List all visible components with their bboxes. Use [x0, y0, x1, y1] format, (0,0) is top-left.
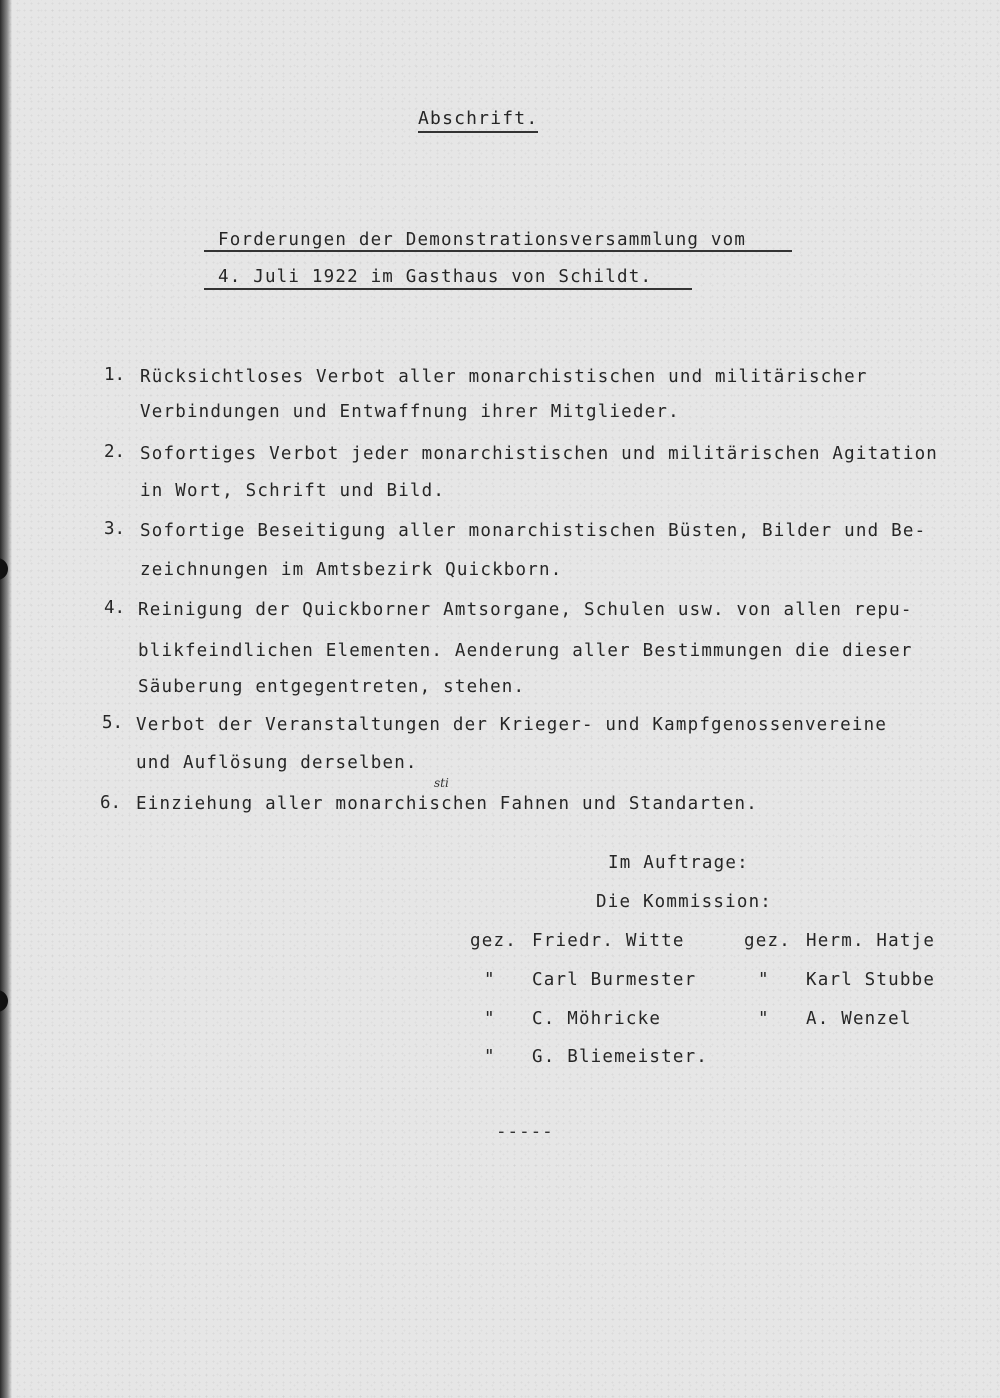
- item-text-line: Einziehung aller monarchischen Fahnen und Standarten.: [136, 794, 759, 814]
- item-text-line: Sofortiges Verbot jeder monarchistischen und militärischen Agitation: [140, 444, 939, 464]
- signature-prefix: ": [758, 1009, 770, 1029]
- handwritten-annotation: sti: [434, 776, 449, 790]
- item-number: 5.: [102, 713, 124, 733]
- subtitle-line-2: 4. Juli 1922 im Gasthaus von Schildt.: [218, 267, 653, 287]
- signature-prefix: gez.: [744, 931, 791, 951]
- signature-prefix: ": [758, 970, 770, 990]
- document-title: Abschrift.: [418, 108, 538, 133]
- signature-prefix: ": [484, 1009, 496, 1029]
- signature-name: A. Wenzel: [806, 1009, 912, 1029]
- item-text-line: Verbindungen und Entwaffnung ihrer Mitglieder.: [140, 402, 680, 422]
- item-text-line: zeichnungen im Amtsbezirk Quickborn.: [140, 560, 563, 580]
- signature-name: Friedr. Witte: [532, 931, 685, 951]
- signature-prefix: ": [484, 970, 496, 990]
- signature-name: C. Möhricke: [532, 1009, 662, 1029]
- item-text-line: in Wort, Schrift und Bild.: [140, 481, 446, 501]
- closing-line-2: Die Kommission:: [596, 892, 773, 912]
- signature-name: G. Bliemeister.: [532, 1047, 709, 1067]
- signature-name: Carl Burmester: [532, 970, 697, 990]
- item-text-line: Verbot der Veranstaltungen der Krieger- und Kampfgenossenvereine: [136, 715, 888, 735]
- signature-name: Herm. Hatje: [806, 931, 936, 951]
- subtitle-underline-1: [204, 250, 792, 252]
- signature-prefix: ": [484, 1047, 496, 1067]
- item-number: 6.: [100, 793, 122, 813]
- closing-line-1: Im Auftrage:: [608, 853, 749, 873]
- item-number: 4.: [104, 598, 126, 618]
- end-mark: -----: [496, 1122, 554, 1142]
- item-number: 1.: [104, 365, 126, 385]
- item-text-line: und Auflösung derselben.: [136, 753, 418, 773]
- signature-name: Karl Stubbe: [806, 970, 936, 990]
- item-text-line: Säuberung entgegentreten, stehen.: [138, 677, 526, 697]
- item-text-line: blikfeindlichen Elementen. Aenderung aller Bestimmungen die dieser: [138, 641, 913, 661]
- scan-edge: [0, 0, 12, 1398]
- item-text-line: Sofortige Beseitigung aller monarchistischen Büsten, Bilder und Be-: [140, 521, 927, 541]
- item-text-line: Reinigung der Quickborner Amtsorgane, Schulen usw. von allen repu-: [138, 600, 913, 620]
- item-number: 3.: [104, 519, 126, 539]
- signature-prefix: gez.: [470, 931, 517, 951]
- item-number: 2.: [104, 442, 126, 462]
- item-text-line: Rücksichtloses Verbot aller monarchistischen und militärischer: [140, 367, 868, 387]
- subtitle-line-1: Forderungen der Demonstrationsversammlung vom: [218, 230, 747, 250]
- subtitle-underline-2: [204, 288, 692, 290]
